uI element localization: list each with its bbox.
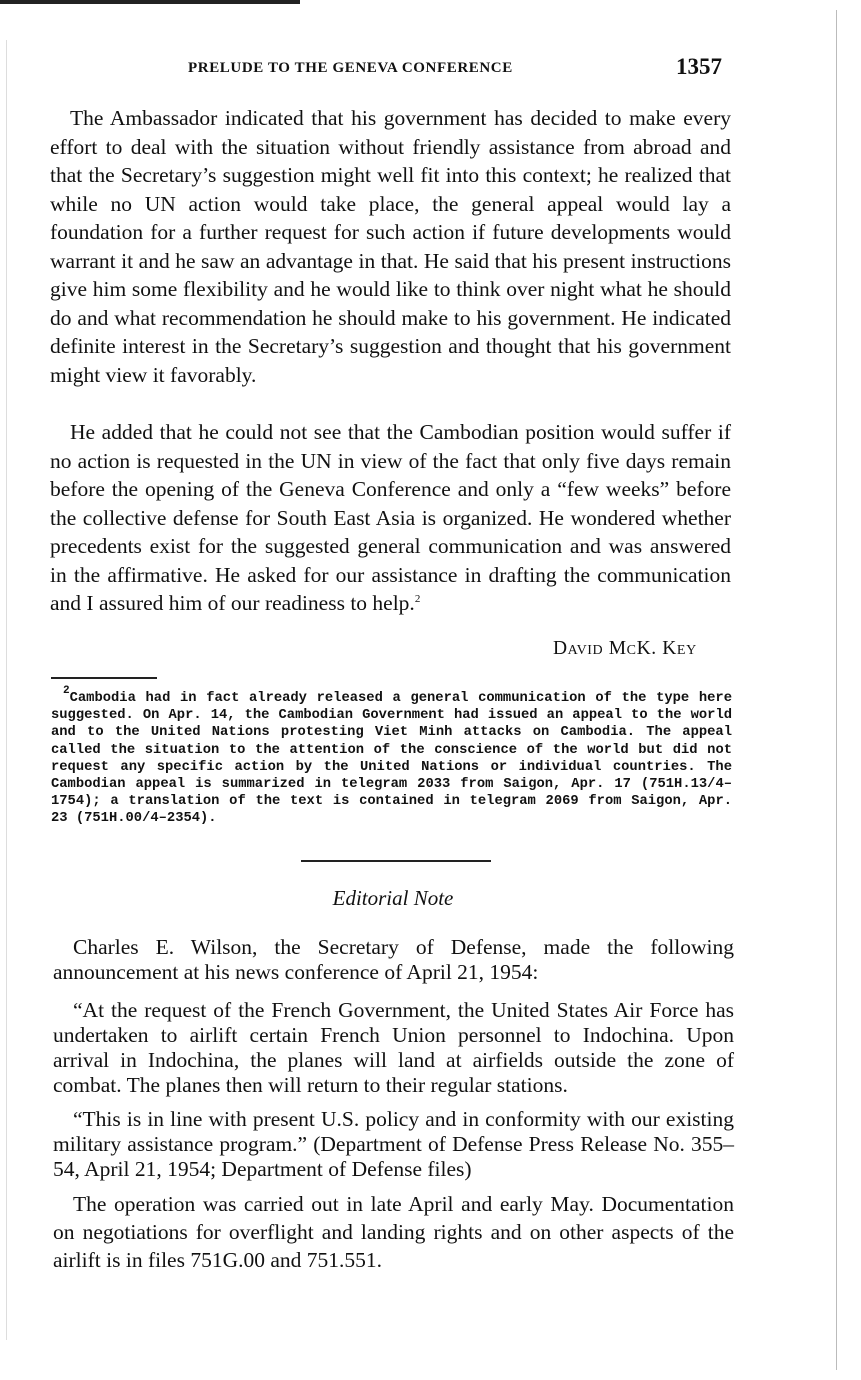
body-paragraph-2 — [50, 418, 731, 618]
footnote-text: Cambodia had in fact already released a general communication of the type here suggested. On Apr. 14, the Cambodian Government had issued an appeal to the world and to the United Nations protesting Viet Minh attacks on Cambodia. The appeal called the situation to the attention of the conscience of the world but did not request any specific action by the United Nations or individual countries. The Cambodian appeal is summarized in telegram 2033 from Saigon, Apr. 17 (751H.13/4–1754); a translation of the text is contained in telegram 2069 from Saigon, Apr. 23 (751H.00/4–2354). — [51, 691, 732, 827]
paragraph-2-text: He added that he could not see that the Cambodian position would suffer if no action is requested in the UN in view of the fact that only five days remain before the opening of the Geneva Conference and only a “few weeks” before the collective defense for South East Asia is organized. He wondered whether precedents exist for the suggested general communication and was answered in the affirmative. He asked for our assistance in drafting the communication and I assured him of our readiness to help. — [50, 420, 731, 615]
left-page-edge — [6, 40, 7, 1340]
footnote-reference[interactable]: 2 — [414, 593, 421, 605]
quote-paragraph-1: “At the request of the French Government, the United States Air Force has undertaken to airlift certain French Union personnel to Indochina. Upon arrival in Indochina, the planes will land at airfields outside the zone of combat. The planes then will return to their regular stations. — [53, 998, 734, 1097]
section-divider — [301, 860, 491, 862]
signature: David McK. Key — [553, 638, 697, 659]
paragraph-1-text: The Ambassador indicated that his government has decided to make every effort to deal with the situation without friendly assistance from abroad and that the Secretary’s suggestion might well fit into this context; he realized that while no UN action would take place, the general appeal would lay a foundation for a further request for such action if future developments would warrant it and he saw an advantage in that. He said that his present instructions give him some flexibility and he would like to think over night what he should do and what recommendation he should make to his government. He indicated definite interest in the Secretary’s suggestion and thought that his government might view it favorably. — [50, 106, 731, 387]
footnote-rule — [51, 677, 157, 679]
body-paragraph-1 — [50, 104, 731, 389]
quote-paragraph-2: “This is in line with present U.S. policy and in conformity with our existing military assistance program.” (Department of Defense Press Release No. 355–54, April 21, 1954; Department of Defense files) — [53, 1107, 734, 1181]
editorial-closing: The operation was carried out in late April and early May. Documentation on negotiations for overflight and landing rights and on other aspects of the airlift is in files 751G.00 and 751.551. — [53, 1192, 734, 1272]
right-page-edge — [836, 10, 837, 1370]
footnote — [51, 685, 732, 828]
page-number: 1357 — [676, 54, 722, 79]
editorial-intro: Charles E. Wilson, the Secretary of Defense, made the following announcement at his news conference of April 21, 1954: — [53, 935, 734, 984]
running-head: PRELUDE TO THE GENEVA CONFERENCE — [188, 60, 513, 76]
footnote-number: 2 — [63, 685, 70, 697]
top-border-rule — [0, 0, 300, 4]
editorial-note-title: Editorial Note — [332, 886, 454, 910]
